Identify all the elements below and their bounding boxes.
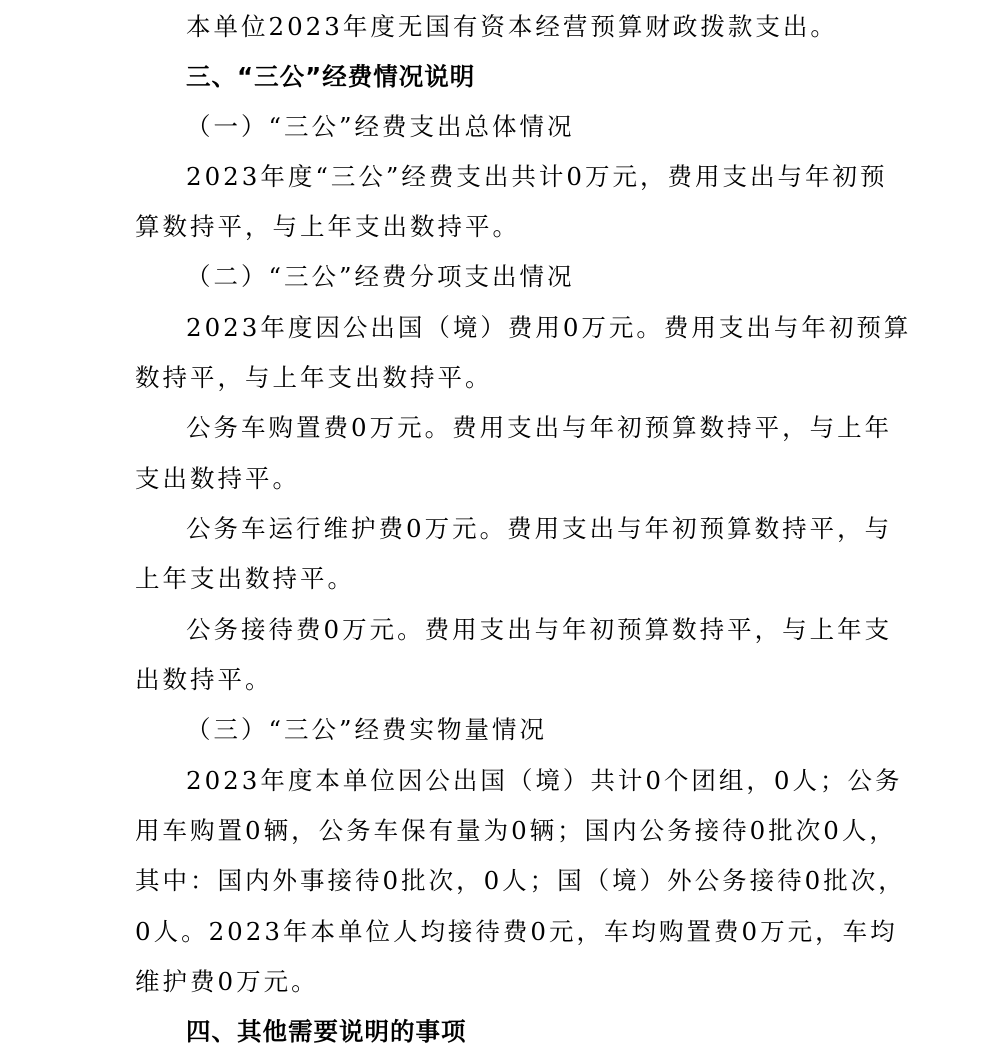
- paragraph-line: 公务接待费0万元。费用支出与年初预算数持平，与上年支: [186, 615, 893, 644]
- subsection-heading: （三）“三公”经费实物量情况: [186, 715, 548, 744]
- paragraph-line: 数持平，与上年支出数持平。: [135, 363, 493, 392]
- paragraph-line: 上年支出数持平。: [135, 564, 355, 593]
- paragraph-line: 支出数持平。: [135, 464, 300, 493]
- paragraph-line: 2023年度因公出国（境）费用0万元。费用支出与年初预算: [186, 313, 912, 342]
- paragraph-line: 出数持平。: [135, 665, 273, 694]
- paragraph-line: 算数持平，与上年支出数持平。: [135, 212, 520, 241]
- paragraph-line: 本单位2023年度无国有资本经营预算财政拨款支出。: [186, 12, 838, 41]
- section-heading: 四、其他需要说明的事项: [186, 1017, 467, 1046]
- paragraph-line: 用车购置0辆，公务车保有量为0辆；国内公务接待0批次0人，: [135, 816, 897, 845]
- paragraph-line: 2023年度本单位因公出国（境）共计0个团组，0人；公务: [186, 766, 903, 795]
- paragraph-line: 其中：国内外事接待0批次，0人；国（境）外公务接待0批次，: [135, 866, 906, 895]
- paragraph-line: 公务车运行维护费0万元。费用支出与年初预算数持平，与: [186, 514, 893, 543]
- paragraph-line: 2023年度“三公”经费支出共计0万元，费用支出与年初预: [186, 162, 888, 191]
- subsection-heading: （一）“三公”经费支出总体情况: [186, 112, 575, 141]
- paragraph-line: 公务车购置费0万元。费用支出与年初预算数持平，与上年: [186, 413, 893, 442]
- paragraph-line: 维护费0万元。: [135, 967, 319, 996]
- subsection-heading: （二）“三公”经费分项支出情况: [186, 262, 575, 291]
- paragraph-line: 0人。2023年本单位人均接待费0元，车均购置费0万元，车均: [135, 917, 898, 946]
- section-heading: 三、“三公”经费情况说明: [186, 62, 476, 91]
